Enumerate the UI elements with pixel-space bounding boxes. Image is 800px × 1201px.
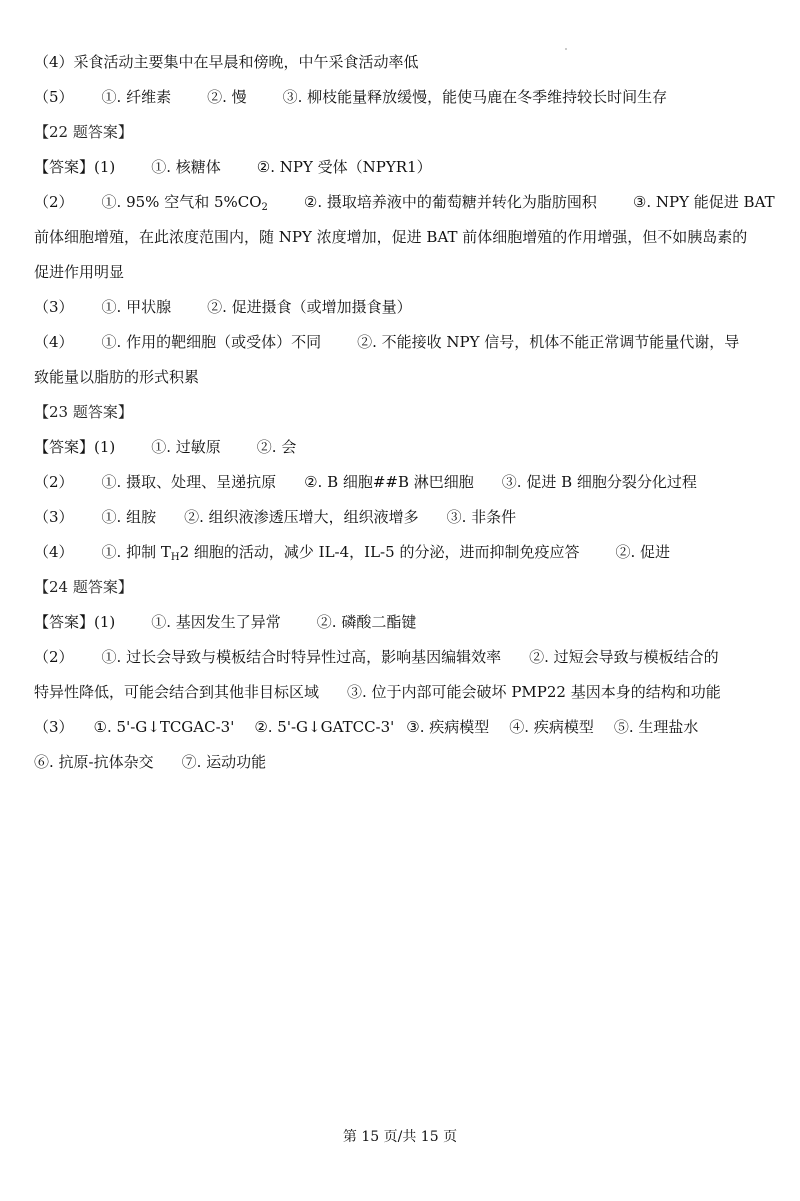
answer-item: ②. B 细胞##B 淋巴细胞 <box>304 473 474 491</box>
answer-item: ②. NPY 受体（NPYR1） <box>256 158 432 176</box>
answer-item: ②. 组织液渗透压增大，组织液增多 <box>184 508 419 526</box>
answer-item: ②. 不能接收 NPY 信号，机体不能正常调节能量代谢，导 <box>357 333 740 351</box>
answer-item: ②. 5'-G↓GATCC-3' <box>254 718 395 736</box>
answer-22-2 <box>34 192 775 213</box>
section-heading: 【22 题答案】 <box>34 123 133 141</box>
sub-question-number: （3） <box>34 508 74 526</box>
sub-question-number: （4） <box>34 333 74 351</box>
sub-question-number: （5） <box>34 88 74 106</box>
answer-22-4-cont <box>34 367 770 387</box>
section-heading-24 <box>34 577 770 597</box>
answer-item: 2 细胞的活动，减少 IL-4，IL-5 的分泌，进而抑制免疫应答 <box>179 543 580 561</box>
sub-question-number: （2） <box>34 648 74 666</box>
answer-text: 前体细胞增殖，在此浓度范围内，随 NPY 浓度增加，促进 BAT 前体细胞增殖的作用增强，但不如胰岛素的 <box>34 228 748 246</box>
answer-22-3 <box>34 297 770 317</box>
answer-22-4 <box>34 332 770 352</box>
answer-item: ①. 摄取、处理、呈递抗原 <box>101 473 277 491</box>
answer-item: ①. 抑制 T <box>101 543 171 561</box>
scan-speck <box>565 48 567 50</box>
answer-24-1 <box>34 612 770 632</box>
answer-24-2 <box>34 647 770 667</box>
answer-24-3 <box>34 717 770 737</box>
answer-22-2-cont2 <box>34 262 770 282</box>
answer-item: ⑦. 运动功能 <box>181 753 267 771</box>
answer-item: ④. 疾病模型 <box>509 718 594 736</box>
answer-item: ②. 慢 <box>207 88 247 106</box>
answer-22-1 <box>34 157 770 177</box>
answer-21-5 <box>34 87 770 107</box>
answer-item: ①. 纤维素 <box>101 88 172 106</box>
subscript: 2 <box>261 202 268 213</box>
answer-item: ②. 摄取培养液中的葡萄糖并转化为脂肪囤积 <box>303 193 597 211</box>
answer-item: ①. 作用的靶细胞（或受体）不同 <box>101 333 322 351</box>
section-heading-22 <box>34 122 770 142</box>
sub-question-number: （3） <box>34 718 74 736</box>
answer-item: ①. 过长会导致与模板结合时特异性过高，影响基因编辑效率 <box>101 648 502 666</box>
answer-item: ①. 组胺 <box>101 508 157 526</box>
section-heading: 【24 题答案】 <box>34 578 133 596</box>
answer-24-2-cont <box>34 682 770 702</box>
answer-item: ①. 核糖体 <box>151 158 221 176</box>
answer-text: 促进作用明显 <box>34 263 125 281</box>
answer-item: ②. 过短会导致与模板结合的 <box>529 648 719 666</box>
answer-label: 【答案】(1) <box>34 438 116 456</box>
answer-23-4 <box>34 542 770 562</box>
answer-item: ③. 位于内部可能会破坏 PMP22 基因本身的结构和功能 <box>347 683 721 701</box>
answer-text: （4）采食活动主要集中在早晨和傍晚，中午采食活动率低 <box>34 53 419 71</box>
answer-item: ②. 促进摄食（或增加摄食量） <box>207 298 412 316</box>
answer-item: ①. 甲状腺 <box>101 298 172 316</box>
subscript: H <box>170 552 180 563</box>
answer-label: 【答案】(1) <box>34 613 116 631</box>
answer-item: ⑥. 抗原-抗体杂交 <box>34 753 154 771</box>
answer-item: ②. 磷酸二酯键 <box>316 613 417 631</box>
answer-item: ①. 过敏原 <box>151 438 221 456</box>
answer-label: 【答案】(1) <box>34 158 116 176</box>
answer-23-1 <box>34 437 770 457</box>
answer-text: 致能量以脂肪的形式积累 <box>34 368 200 386</box>
page-footer <box>0 1128 800 1146</box>
answer-23-2 <box>34 472 770 492</box>
section-heading: 【23 题答案】 <box>34 403 133 421</box>
answer-item: ③. 促进 B 细胞分裂分化过程 <box>501 473 697 491</box>
answer-23-3 <box>34 507 770 527</box>
answer-text: 特异性降低，可能会结合到其他非目标区域 <box>34 683 320 701</box>
sub-question-number: （2） <box>34 193 74 211</box>
section-heading-23 <box>34 402 770 422</box>
answer-item: ①. 95% 空气和 5%CO <box>101 193 262 211</box>
answer-item: ①. 5'-G↓TCGAC-3' <box>93 718 235 736</box>
sub-question-number: （2） <box>34 473 74 491</box>
answer-item: ②. 会 <box>256 438 297 456</box>
answer-22-2-cont1 <box>34 227 770 247</box>
page-number: 第 15 页/共 15 页 <box>342 1129 458 1145</box>
sub-question-number: （3） <box>34 298 74 316</box>
answer-item: ②. 促进 <box>615 543 670 561</box>
answer-item: ③. NPY 能促进 BAT <box>632 193 775 211</box>
answer-item: ③. 柳枝能量释放缓慢，能使马鹿在冬季维持较长时间生存 <box>282 88 668 106</box>
answer-24-3-cont <box>34 752 770 772</box>
answer-item: ③. 非条件 <box>446 508 517 526</box>
answer-item: ①. 基因发生了异常 <box>151 613 281 631</box>
answer-item: ③. 疾病模型 <box>406 718 490 736</box>
answer-21-4 <box>34 52 770 72</box>
sub-question-number: （4） <box>34 543 74 561</box>
answer-item: ⑤. 生理盐水 <box>613 718 699 736</box>
